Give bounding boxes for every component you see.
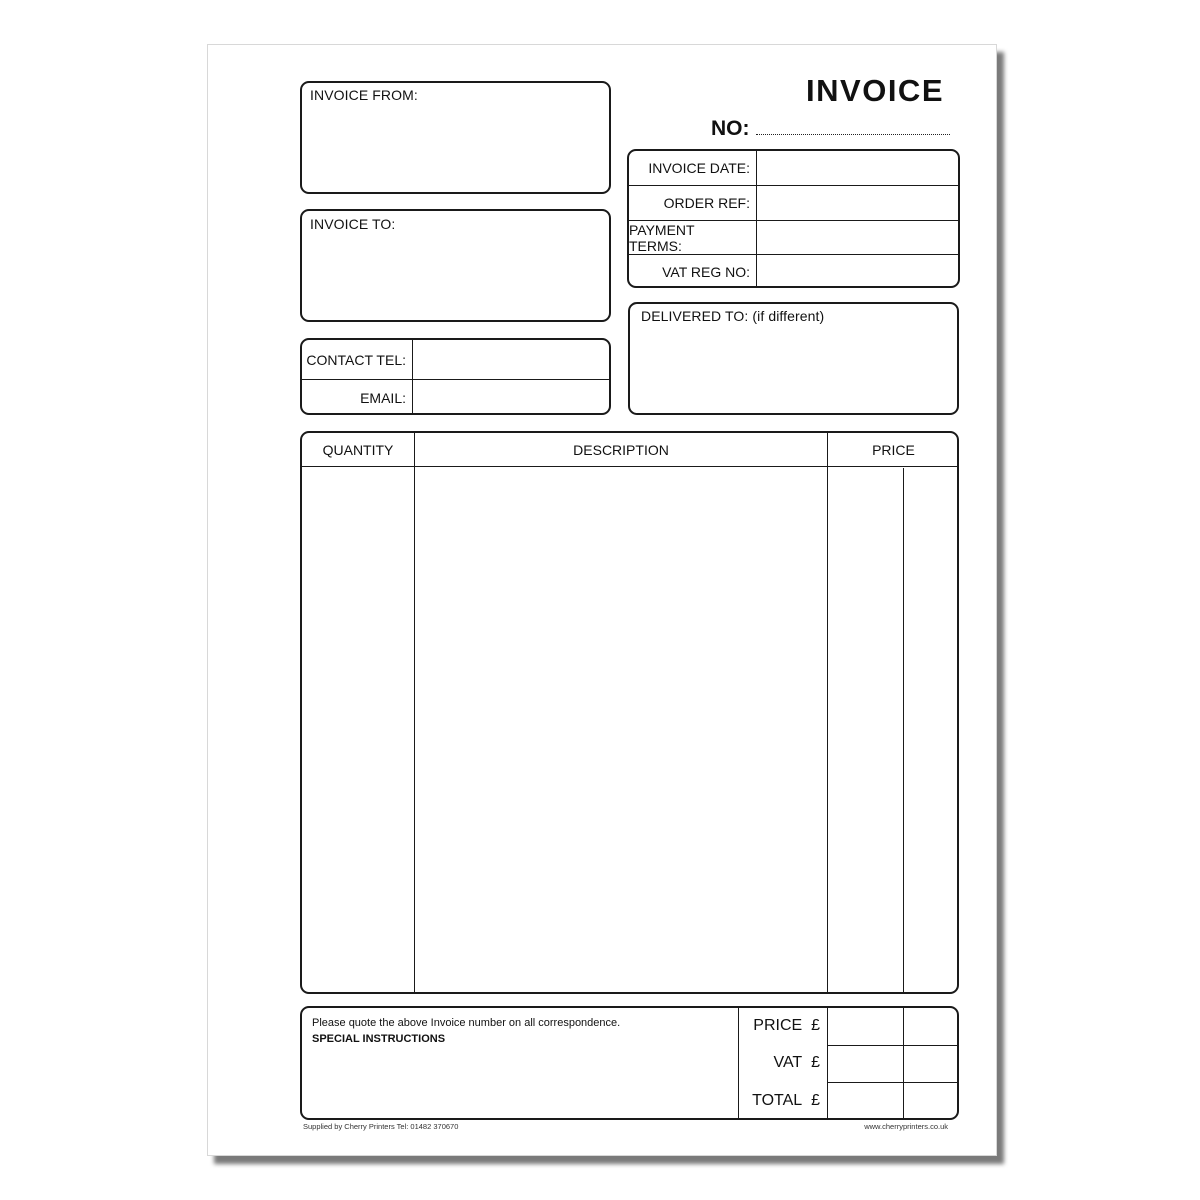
contact-tel-row [302,340,609,380]
details-divider [756,151,757,286]
invoice-number-field[interactable] [756,133,950,135]
grand-total-field[interactable] [828,1083,903,1118]
invoice-date-row [629,151,958,186]
invoice-from-label: INVOICE FROM: [310,87,418,103]
contact-tel-label: CONTACT TEL: [306,351,406,368]
items-table [300,431,959,994]
totals-pence-divider [903,1008,904,1118]
price-total-field[interactable] [828,1008,903,1045]
contact-divider [412,340,413,413]
footer-box [300,1006,959,1120]
special-instructions-label: SPECIAL INSTRUCTIONS [312,1033,446,1045]
price-column-area[interactable] [828,468,959,992]
totals-left-divider [738,1008,739,1118]
invoice-date-field[interactable] [757,151,958,185]
email-field[interactable] [413,380,609,415]
price-column-header: PRICE [872,442,915,458]
supplier-imprint: Supplied by Cherry Printers Tel: 01482 370670 [303,1122,459,1131]
email-label: EMAIL: [360,389,406,406]
invoice-date-label: INVOICE DATE: [648,160,750,176]
invoice-title: INVOICE [806,73,944,108]
payment-terms-label: PAYMENT TERMS: [629,221,695,254]
invoice-from-box[interactable] [300,81,611,194]
delivered-to-label: DELIVERED TO: (if different) [641,308,825,324]
order-ref-field[interactable] [757,186,958,220]
contact-tel-field[interactable] [413,340,609,379]
invoice-to-label: INVOICE TO: [310,216,396,232]
invoice-to-box[interactable] [300,209,611,322]
payment-terms-row [629,221,958,255]
vat-total-field[interactable] [828,1046,903,1082]
payment-terms-field[interactable] [757,221,958,254]
vat-reg-row [629,255,958,288]
quantity-column-area[interactable] [302,468,414,992]
contact-box [300,338,611,415]
vat-reg-field[interactable] [757,255,958,288]
quote-invoice-note: Please quote the above Invoice number on all correspondence. [312,1017,621,1029]
grand-total-label: TOTAL £ [752,1092,820,1109]
description-column-area[interactable] [415,468,827,992]
supplier-website: www.cherryprinters.co.uk [864,1122,948,1131]
order-ref-label: ORDER REF: [663,195,750,211]
description-column-header: DESCRIPTION [573,442,669,458]
invoice-number-label: NO: [711,117,750,140]
special-instructions-area[interactable] [302,1048,738,1118]
vat-total-label: VAT £ [773,1054,820,1071]
order-ref-row [629,186,958,221]
email-row [302,380,609,415]
invoice-details-box [627,149,960,288]
delivered-to-box[interactable] [628,302,959,415]
quantity-column-header: QUANTITY [322,442,394,458]
price-total-label: PRICE £ [753,1017,820,1034]
invoice-page [207,44,997,1156]
vat-reg-label: VAT REG NO: [662,263,750,280]
